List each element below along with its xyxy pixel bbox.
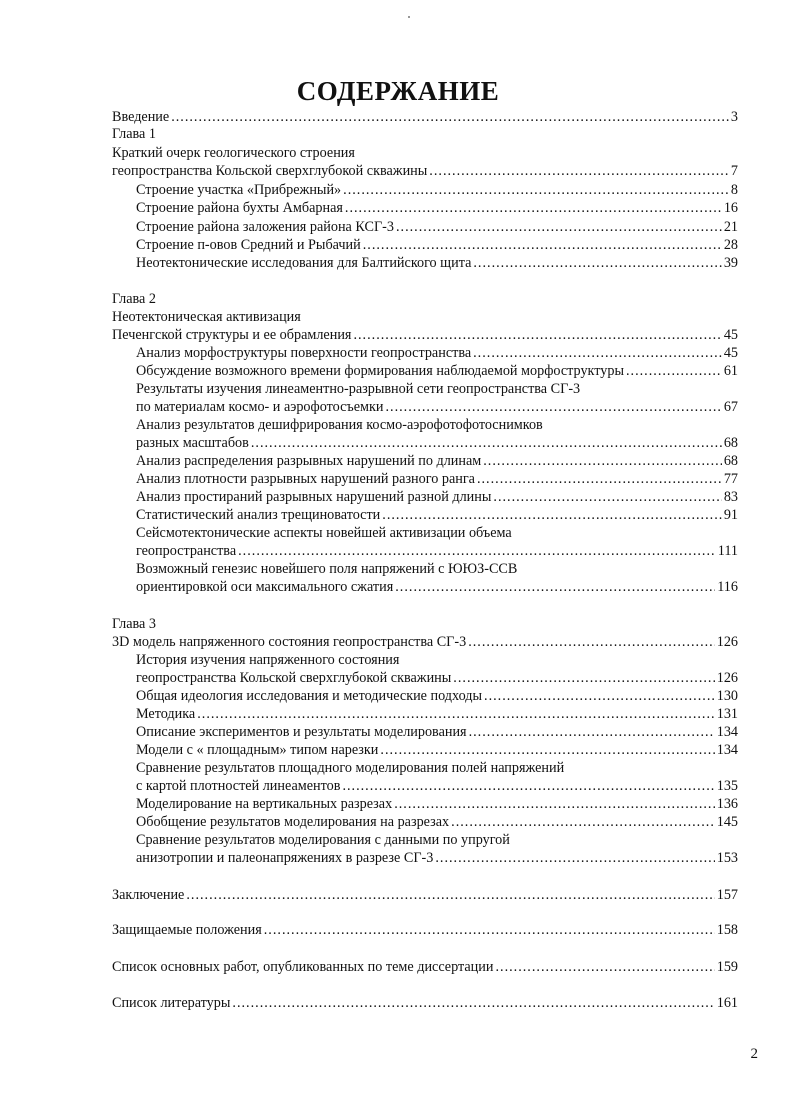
toc-entry-ch2-item-3[interactable]: по материалам космо- и аэрофотосъемки ..... 67 <box>136 398 738 417</box>
leader-dots <box>473 344 722 363</box>
chapter-1-title-line1: Краткий очерк геологического строения <box>112 145 355 161</box>
toc-entry-references[interactable]: Список литературы ..... 161 <box>112 994 738 1013</box>
toc-entry-ch2-item-9[interactable]: геопространства ..... 111 <box>136 542 738 561</box>
chapter-2-title-line1: Неотектоническая активизация <box>112 309 301 325</box>
leader-dots <box>626 362 722 381</box>
page-title: СОДЕРЖАНИЕ <box>296 76 500 106</box>
leader-dots <box>345 199 722 218</box>
toc-entry-chapter-1-title[interactable]: геопространства Кольской сверхглубокой скважины ..... 7 <box>112 162 738 181</box>
toc-entry-ch1-item-5[interactable]: Неотектонические исследования для Балтийского щита ..... 39 <box>136 254 738 273</box>
toc-entry-ch1-item-3[interactable]: Строение района заложения района КСГ-3 ..... 21 <box>136 218 738 237</box>
toc-entry-ch3-item-9[interactable]: анизотропии и палеонапряжениях в разрезе СГ-3 ..... 153 <box>136 849 738 868</box>
toc-entry-ch3-item-4[interactable]: Описание экспериментов и результаты моделирования ..... 134 <box>136 723 738 742</box>
leader-dots <box>251 434 722 453</box>
leader-dots <box>396 218 722 237</box>
toc-entry-ch1-item-4[interactable]: Строение п-овов Средний и Рыбачий ..... 28 <box>136 236 738 255</box>
toc-entry-ch2-item-1[interactable]: Анализ морфоструктуры поверхности геопространства ..... 45 <box>136 344 738 363</box>
leader-dots <box>484 687 715 706</box>
chapter-2-heading: Глава 2 <box>112 291 156 307</box>
leader-dots <box>382 506 722 525</box>
leader-dots <box>435 849 714 868</box>
leader-dots <box>343 181 729 200</box>
leader-dots <box>469 723 715 742</box>
toc-entry-ch2-item-9-line1: Сейсмотектонические аспекты новейшей активизации объема <box>136 525 512 541</box>
chapter-1-heading: Глава 1 <box>112 126 156 142</box>
toc-entry-ch2-item-10-line1: Возможный генезис новейшего поля напряжений с ЮЮЗ-ССВ <box>136 561 518 577</box>
leader-dots <box>451 813 715 832</box>
leader-dots <box>197 705 715 724</box>
scan-speck <box>408 16 410 18</box>
leader-dots <box>495 958 714 977</box>
toc-entry-ch3-item-9-line1: Сравнение результатов моделирования с данными по упругой <box>136 832 510 848</box>
toc-entry-introduction[interactable]: Введение ..... 3 <box>112 108 738 127</box>
toc-entry-ch2-item-4-line1: Анализ результатов дешифрирования космо-аэрофотофотоснимков <box>136 417 543 433</box>
toc-entry-conclusion[interactable]: Заключение ..... 157 <box>112 886 738 905</box>
leader-dots <box>468 633 715 652</box>
leader-dots <box>429 162 729 181</box>
toc-entry-ch2-item-2[interactable]: Обсуждение возможного времени формирования наблюдаемой морфоструктуры ..... 61 <box>136 362 738 381</box>
toc-entry-ch2-item-10[interactable]: ориентировкой оси максимального сжатия ..... 116 <box>136 578 738 597</box>
leader-dots <box>353 326 721 345</box>
leader-dots <box>380 741 714 760</box>
toc-entry-ch3-item-5[interactable]: Модели с « площадным» типом нарезки ..... 134 <box>136 741 738 760</box>
toc-entry-ch2-item-8[interactable]: Статистический анализ трещиноватости ..... 91 <box>136 506 738 525</box>
leader-dots <box>453 669 714 688</box>
leader-dots <box>171 108 729 127</box>
toc-entry-publications[interactable]: Список основных работ, опубликованных по теме диссертации ..... 159 <box>112 958 738 977</box>
toc-entry-ch3-item-6[interactable]: с картой плотностей линеаментов ..... 135 <box>136 777 738 796</box>
toc-entry-ch3-item-8[interactable]: Обобщение результатов моделирования на разрезах ..... 145 <box>136 813 738 832</box>
leader-dots <box>186 886 714 905</box>
page-number: 2 <box>750 1046 758 1062</box>
leader-dots <box>238 542 716 561</box>
leader-dots <box>264 921 715 940</box>
toc-entry-ch1-item-2[interactable]: Строение района бухты Амбарная ..... 16 <box>136 199 738 218</box>
toc-entry-ch3-item-2[interactable]: Общая идеология исследования и методические подходы ..... 130 <box>136 687 738 706</box>
toc-entry-ch2-item-5[interactable]: Анализ распределения разрывных нарушений по длинам ..... 68 <box>136 452 738 471</box>
toc-entry-ch2-item-3-line1: Результаты изучения линеаментно-разрывной сети геопространства СГ-3 <box>136 381 581 397</box>
toc-entry-ch2-item-4[interactable]: разных масштабов ..... 68 <box>136 434 738 453</box>
leader-dots <box>385 398 721 417</box>
leader-dots <box>493 488 721 507</box>
leader-dots <box>395 578 715 597</box>
chapter-3-heading: Глава 3 <box>112 616 156 632</box>
leader-dots <box>473 254 721 273</box>
leader-dots <box>477 470 722 489</box>
toc-entry-ch2-item-7[interactable]: Анализ простираний разрывных нарушений разной длины ..... 83 <box>136 488 738 507</box>
toc-entry-ch1-item-1[interactable]: Строение участка «Прибрежный» ..... 8 <box>136 181 738 200</box>
toc-entry-chapter-3-title[interactable]: 3D модель напряженного состояния геопространства СГ-3 ..... 126 <box>112 633 738 652</box>
leader-dots <box>342 777 714 796</box>
leader-dots <box>483 452 722 471</box>
toc-entry-ch3-item-6-line1: Сравнение результатов площадного моделирования полей напряжений <box>136 760 565 776</box>
leader-dots <box>394 795 715 814</box>
leader-dots <box>363 236 722 255</box>
toc-entry-chapter-2-title[interactable]: Печенгской структуры и ее обрамления ..... 45 <box>112 326 738 345</box>
leader-dots <box>232 994 714 1013</box>
toc-entry-ch3-item-1-line1: История изучения напряженного состояния <box>136 652 400 668</box>
toc-entry-ch3-item-1[interactable]: геопространства Кольской сверхглубокой скважины ..... 126 <box>136 669 738 688</box>
toc-entry-ch3-item-3[interactable]: Методика ..... 131 <box>136 705 738 724</box>
toc-entry-ch3-item-7[interactable]: Моделирование на вертикальных разрезах ..... 136 <box>136 795 738 814</box>
toc-entry-theses[interactable]: Защищаемые положения ..... 158 <box>112 921 738 940</box>
toc-entry-ch2-item-6[interactable]: Анализ плотности разрывных нарушений разного ранга ..... 77 <box>136 470 738 489</box>
